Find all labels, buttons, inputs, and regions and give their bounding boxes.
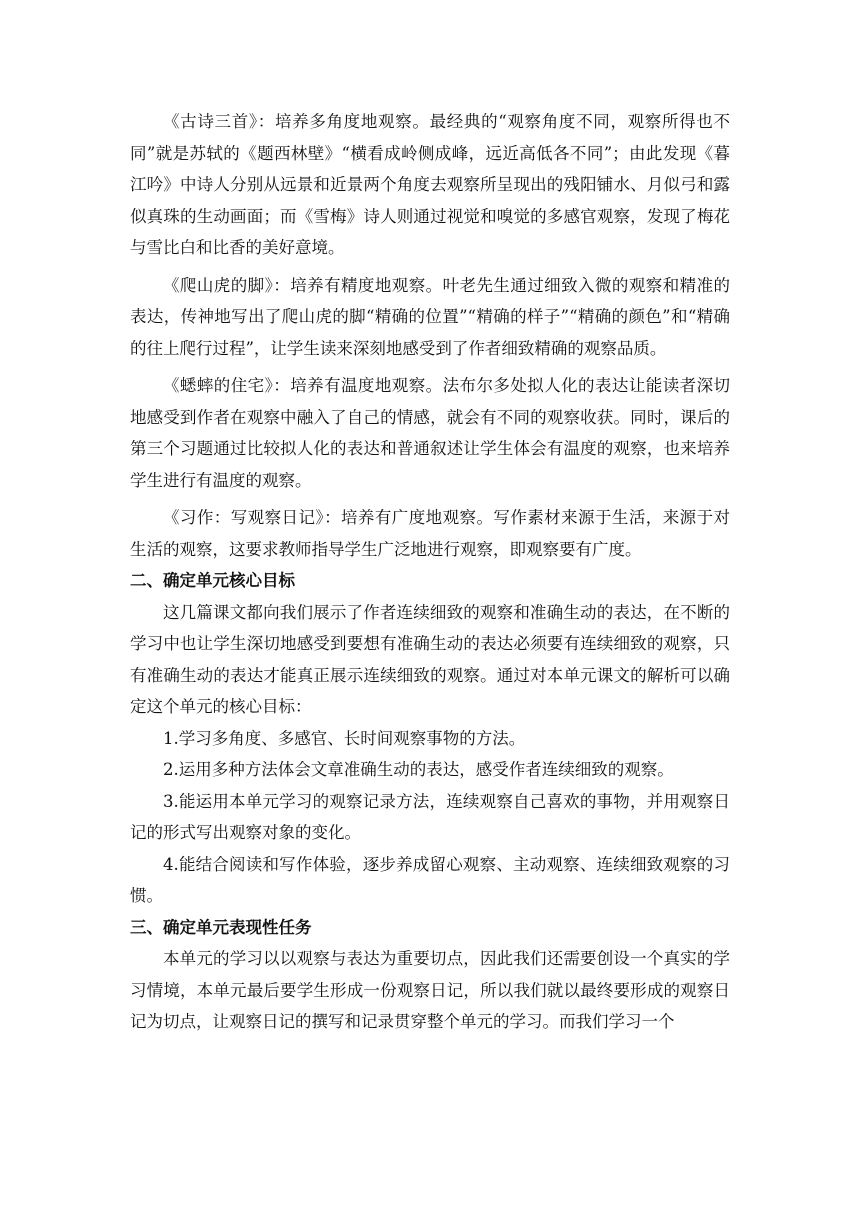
paragraph-ancient-poems: 《古诗三首》：培养多角度地观察。最经典的“观察角度不同，观察所得也不同”就是苏轼的《题西林壁》“横看成岭侧成峰，远近高低各不同”；由此发现《暮江吟》中诗人分别从远景和近景两个角度去观察所呈现出的残阳铺水、月似弓和露似真珠的生动画面；而《雪梅》诗人则通过视觉和嗅觉的多感官观察，发现了梅花与雪比白和比香的美好意境。 (130, 112, 730, 257)
paragraph-creeper-feet: 《爬山虎的脚》：培养有精度地观察。叶老先生通过细致入微的观察和精准的表达，传神地写出了爬山虎的脚“精确的位置”“精确的样子”“精确的颜色”和“精确的往上爬行过程”，让学生读来深刻地感受到了作者细致精确的观察品质。 (130, 275, 730, 358)
goal-item-1: 1.学习多角度、多感官、长时间观察事物的方法。 (163, 728, 526, 748)
paragraph-core-goals-intro: 这几篇课文都向我们展示了作者连续细致的观察和准确生动的表达，在不断的学习中也让学生深切地感受到要想有准确生动的表达必须要有连续细致的观察，只有准确生动的表达才能真正展示连续细致的观察。通过对本单元课文的解析可以确定这个单元的核心目标： (130, 602, 730, 716)
section-heading-core-goals: 二、确定单元核心目标 (130, 571, 295, 590)
goal-item-3: 3.能运用本单元学习的观察记录方法，连续观察自己喜欢的事物，并用观察日记的形式写出观察对象的变化。 (130, 791, 730, 842)
paragraph-observation-diary: 《习作：写观察日记》：培养有广度地观察。写作素材来源于生活，来源于对生活的观察，这要求教师指导学生广泛地进行观察，即观察要有广度。 (130, 508, 730, 559)
goal-item-4: 4.能结合阅读和写作体验，逐步养成留心观察、主动观察、连续细致观察的习惯。 (130, 854, 730, 905)
section-heading-performance-task: 三、确定单元表现性任务 (130, 917, 312, 937)
paragraph-cricket-house: 《蟋蟀的住宅》：培养有温度地观察。法布尔多处拟人化的表达让能读者深切地感受到作者在观察中融入了自己的情感，就会有不同的观察收获。同时，课后的第三个习题通过比较拟人化的表达和普通叙述让学生体会有温度的观察，也来培养学生进行有温度的观察。 (130, 376, 730, 490)
paragraph-performance-task: 本单元的学习以以观察与表达为重要切点，因此我们还需要创设一个真实的学习情境，本单元最后要学生形成一份观察日记，所以我们就以最终要形成的观察日记为切点，让观察日记的撰写和记录贯穿整个单元的学习。而我们学习一个 (130, 949, 730, 1031)
document-page (130, 106, 730, 1038)
goal-item-2: 2.运用多种方法体会文章准确生动的表达，感受作者连续细致的观察。 (163, 760, 674, 779)
